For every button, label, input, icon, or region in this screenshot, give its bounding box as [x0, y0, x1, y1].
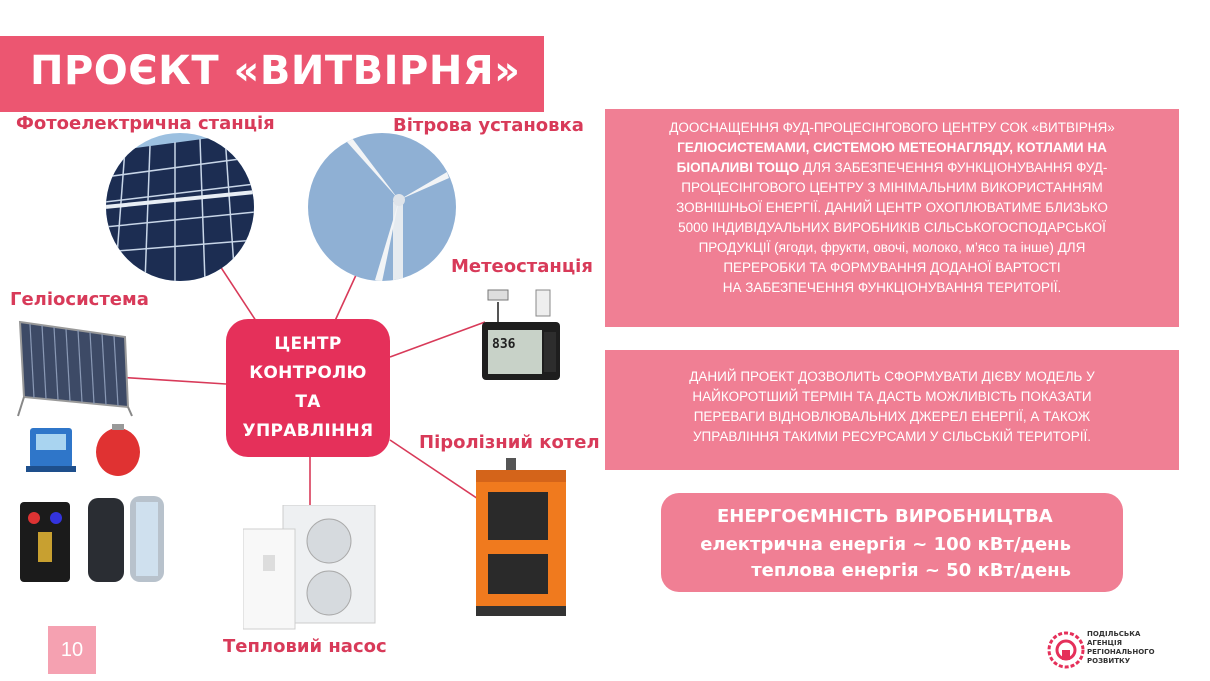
info-line: ЗОВНІШНЬОЇ ЕНЕРГІЇ. ДАНИЙ ЦЕНТР ОХОПЛЮВАТИМЕ БЛИЗЬКО [676, 200, 1108, 215]
center-line: УПРАВЛІННЯ [242, 421, 374, 441]
info-line: 5000 ІНДИВІДУАЛЬНИХ ВИРОБНИКІВ СІЛЬСЬКОГОСПОДАРСЬКОЇ [678, 220, 1106, 235]
info-line: ПЕРЕРОБКИ ТА ФОРМУВАННЯ ДОДАНОЇ ВАРТОСТІ [723, 260, 1061, 275]
info-line [605, 158, 1179, 178]
energy-heading: ЕНЕРГОЄМНІСТЬ ВИРОБНИЦТВА [717, 506, 1053, 527]
info-line: НА ЗАБЕЗПЕЧЕННЯ ФУНКЦІОНУВАННЯ ТЕРИТОРІЇ. [722, 280, 1062, 295]
info-line: НАЙКОРОТШИЙ ТЕРМІН ТА ДАСТЬ МОЖЛИВІСТЬ ПОКАЗАТИ [692, 389, 1092, 404]
label-helio: Геліосистема [10, 289, 149, 310]
solar-panel-image [105, 132, 255, 282]
energy-electric: електрична енергія ~ 100 кВт/день [700, 534, 1071, 555]
center-line: ЦЕНТР [274, 334, 342, 354]
info-line: ПРОЦЕСІНГОВОГО ЦЕНТРУ З МІНІМАЛЬНИМ ВИКОРИСТАННЯМ [681, 180, 1103, 195]
solar-collector-image [10, 312, 140, 417]
info-line: ДООСНАЩЕННЯ ФУД-ПРОЦЕСІНГОВОГО ЦЕНТРУ СОК «ВИТВІРНЯ» [669, 120, 1115, 135]
energy-thermal: теплова енергія ~ 50 кВт/день [751, 560, 1071, 581]
label-solar-station: Фотоелектрична станція [16, 113, 275, 134]
center-line: КОНТРОЛЮ [249, 363, 367, 383]
logo-line: АГЕНЦІЯ [1087, 639, 1123, 647]
wind-turbine-image [307, 132, 457, 282]
page-title: ПРОЄКТ «ВИТВІРНЯ» [30, 48, 521, 94]
control-center-box [226, 319, 390, 457]
energy-capacity-box [661, 493, 1123, 592]
info-line: ДАНИЙ ПРОЕКТ ДОЗВОЛИТЬ СФОРМУВАТИ ДІЄВУ МОДЕЛЬ У [689, 369, 1095, 384]
agency-logo-text [1087, 630, 1155, 666]
line-meteo [390, 322, 485, 357]
info-text: ДЛЯ ЗАБЕЗПЕЧЕННЯ ФУНКЦІОНУВАННЯ ФУД- [799, 160, 1108, 175]
info-line: ГЕЛІОСИСТЕМАМИ, СИСТЕМОЮ МЕТЕОНАГЛЯДУ, КОТЛАМИ НА [677, 140, 1107, 155]
meteo-display-reading: 836 [492, 337, 516, 352]
info-line: ПЕРЕВАГИ ВІДНОВЛЮВАЛЬНИХ ДЖЕРЕЛ ЕНЕРГІЇ, А ТАКОЖ [693, 409, 1091, 424]
info-line: ПРОДУКЦІЇ (ягоди, фрукти, овочі, молоко, м’ясо та інше) ДЛЯ [698, 240, 1086, 255]
pyrolysis-boiler-image [466, 458, 576, 618]
center-line: ТА [295, 392, 321, 412]
info-bold-text: БІОПАЛИВІ ТОЩО [676, 160, 800, 175]
weather-station-image [478, 282, 564, 382]
helio-equipment-image [18, 422, 168, 587]
project-description-box [605, 109, 1179, 327]
label-meteo: Метеостанція [451, 256, 593, 277]
info-line: УПРАВЛІННЯ ТАКИМИ РЕСУРСАМИ У СІЛЬСЬКІЙ ТЕРИТОРІЇ. [692, 429, 1092, 444]
logo-line: РОЗВИТКУ [1087, 657, 1131, 665]
project-benefit-box [605, 350, 1179, 470]
logo-line: ПОДІЛЬСЬКА [1087, 630, 1141, 638]
heat-pump-image [243, 505, 378, 630]
label-wind: Вітрова установка [393, 115, 584, 136]
logo-line: РЕГІОНАЛЬНОГО [1087, 648, 1155, 656]
label-pyrolysis: Піролізний котел [419, 432, 600, 453]
page-number: 10 [48, 626, 96, 674]
label-heat-pump: Тепловий насос [223, 636, 387, 657]
